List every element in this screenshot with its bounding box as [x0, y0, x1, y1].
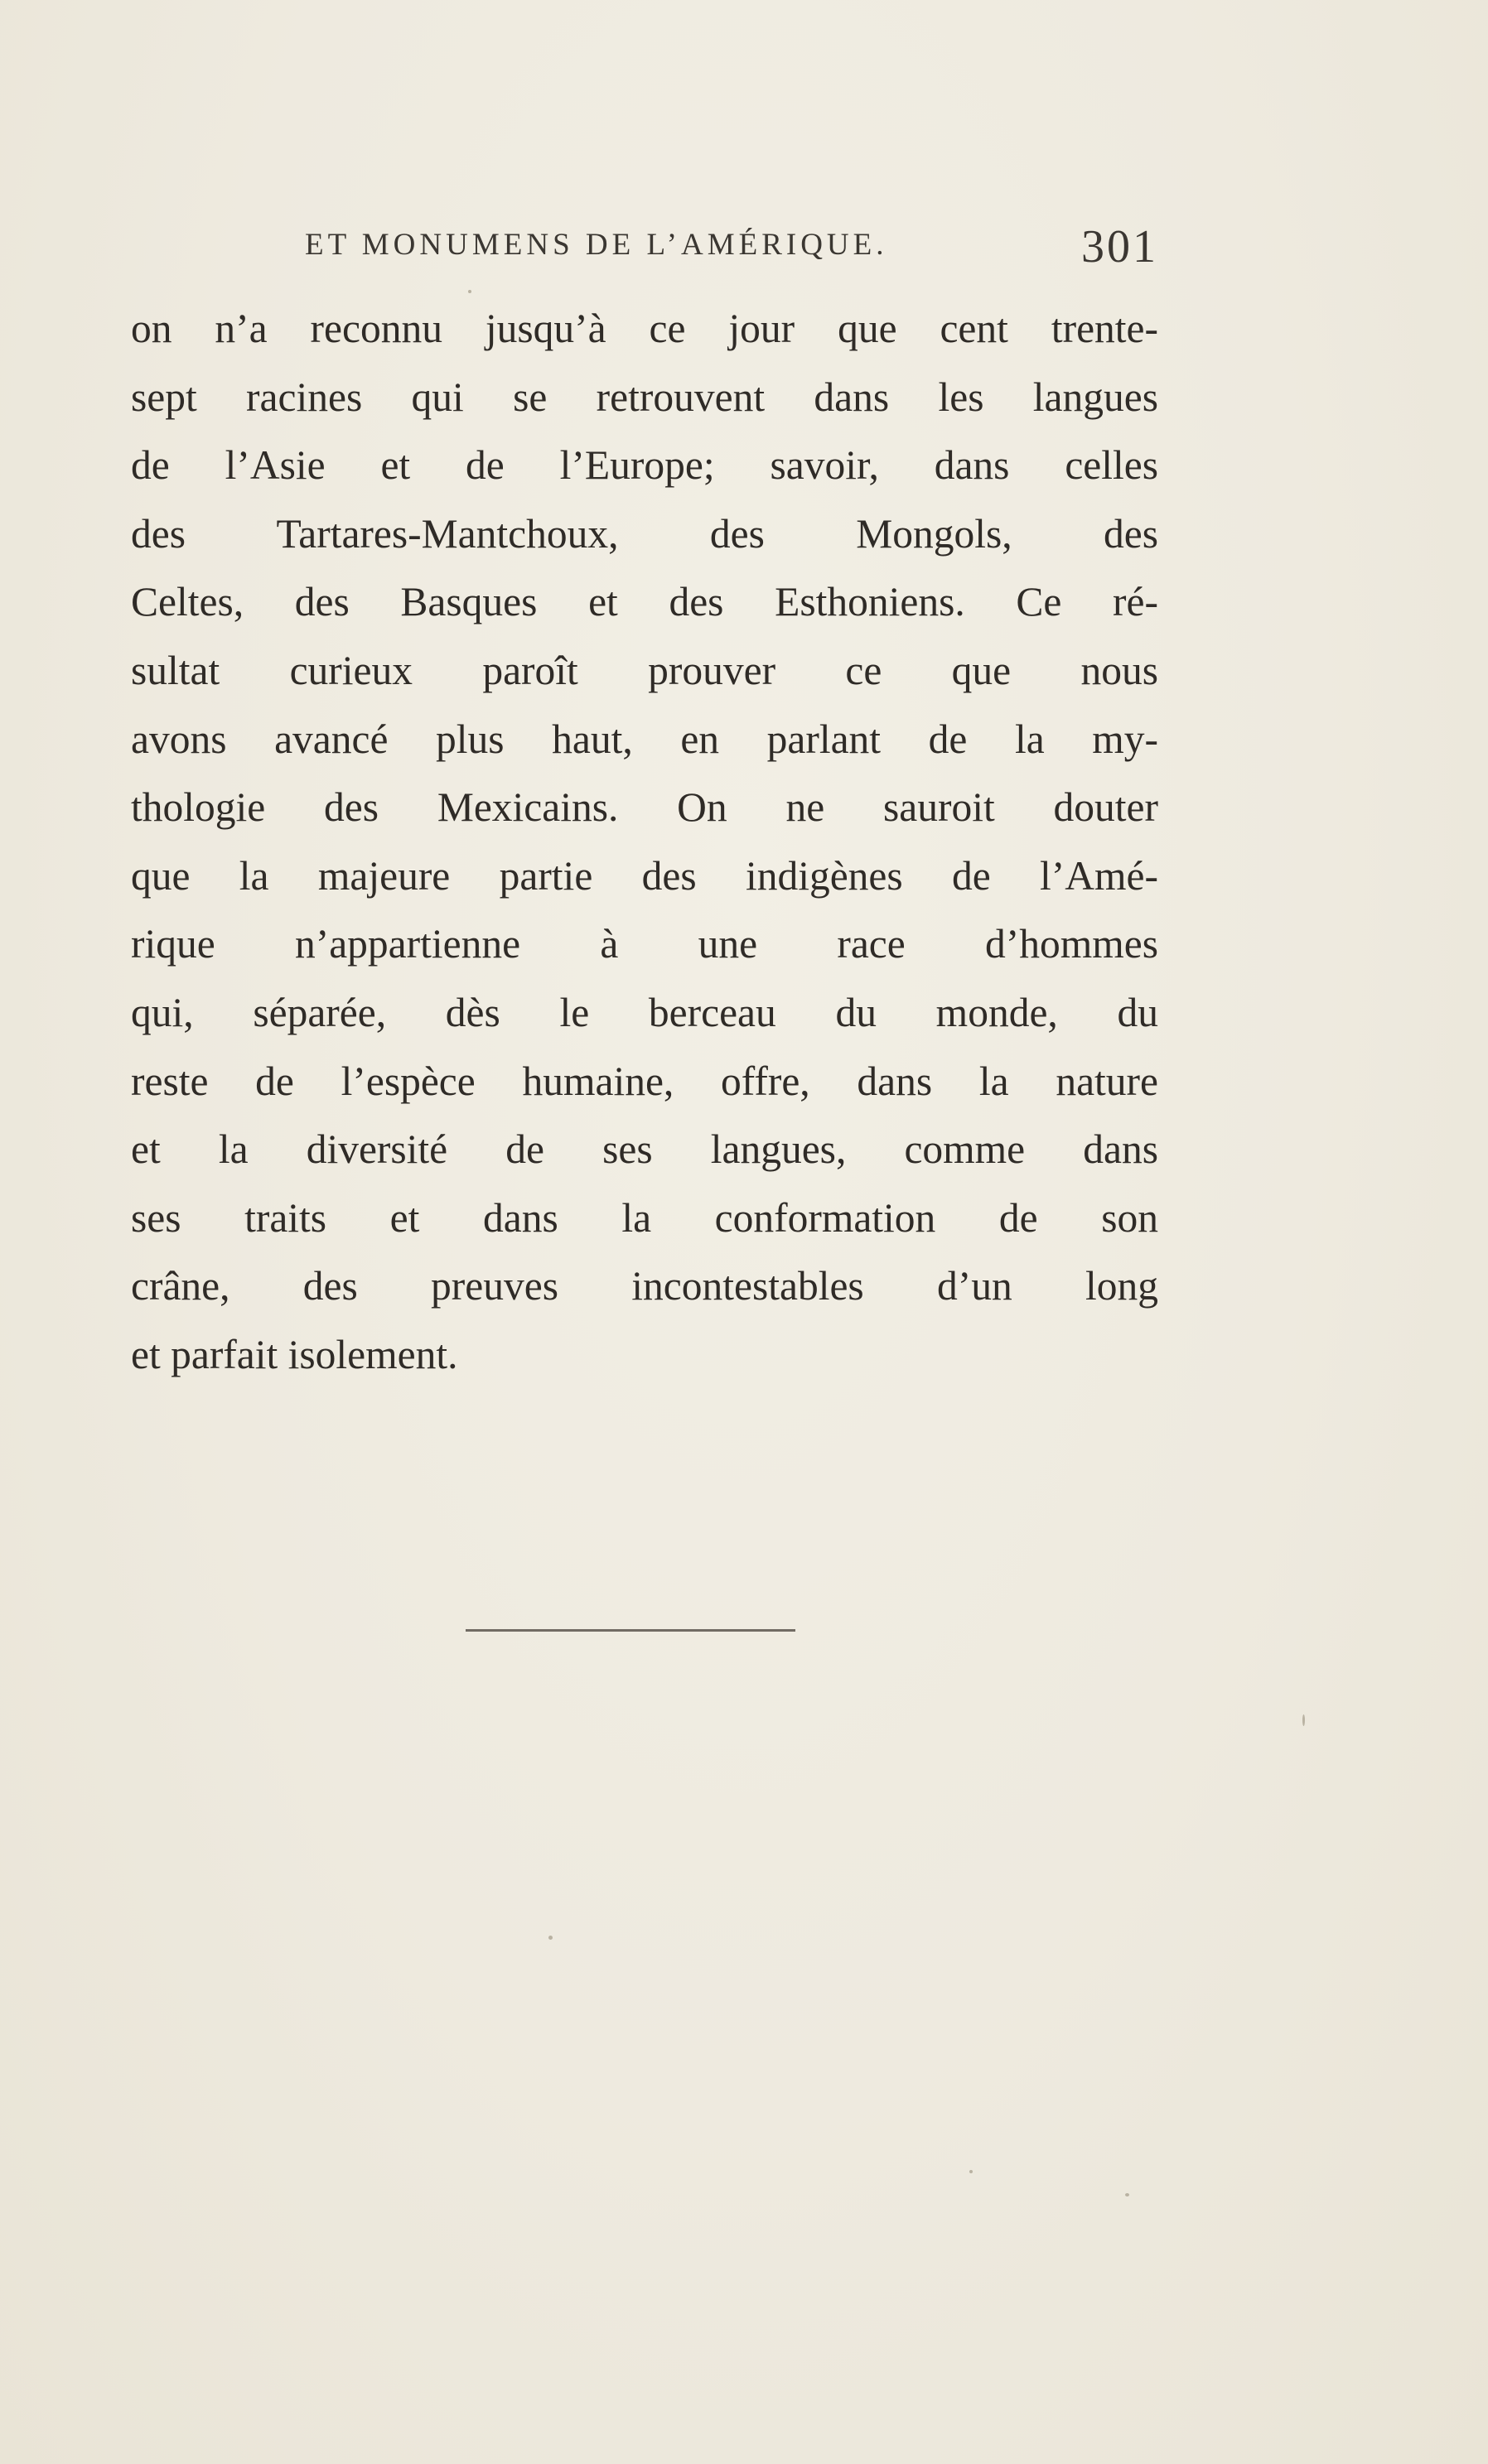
text-line: des Tartares-Mantchoux, des Mongols, des — [131, 510, 1158, 557]
section-rule — [466, 1629, 795, 1632]
body-paragraph — [131, 295, 1158, 1390]
page-number: 301 — [1081, 221, 1158, 272]
text-line: sultat curieux paroît prouver ce que nous — [131, 647, 1158, 693]
running-title: ET MONUMENS DE L’AMÉRIQUE. — [305, 228, 888, 262]
paper-speck — [468, 290, 471, 293]
text-line: qui, séparée, dès le berceau du monde, du — [131, 989, 1158, 1035]
running-head — [305, 220, 1158, 278]
text-line: ses traits et dans la conformation de son — [131, 1194, 1158, 1241]
paper-speck — [1125, 2193, 1129, 2196]
text-line: et parfait isolement. — [131, 1331, 458, 1377]
paper-speck — [548, 1936, 553, 1940]
text-line: et la diversité de ses langues, comme dans — [131, 1126, 1158, 1173]
text-line: de l’Asie et de l’Europe; savoir, dans celles — [131, 442, 1158, 489]
text-line: on n’a reconnu jusqu’à ce jour que cent trente- — [131, 306, 1158, 351]
paper-speck — [1302, 1714, 1305, 1726]
text-line: rique n’appartienne à une race d’hommes — [131, 921, 1158, 967]
paper-speck — [969, 2170, 973, 2173]
text-line: que la majeure partie des indigènes de l’Amé- — [131, 852, 1158, 899]
text-line: crâne, des preuves incontestables d’un long — [131, 1263, 1158, 1309]
text-line: thologie des Mexicains. On ne sauroit douter — [131, 784, 1158, 831]
text-line: reste de l’espèce humaine, offre, dans la nature — [131, 1058, 1158, 1104]
text-line: avons avancé plus haut, en parlant de la my- — [131, 716, 1158, 762]
text-line: sept racines qui se retrouvent dans les langues — [131, 374, 1158, 420]
text-line: Celtes, des Basques et des Esthoniens. Ce ré- — [131, 579, 1158, 625]
